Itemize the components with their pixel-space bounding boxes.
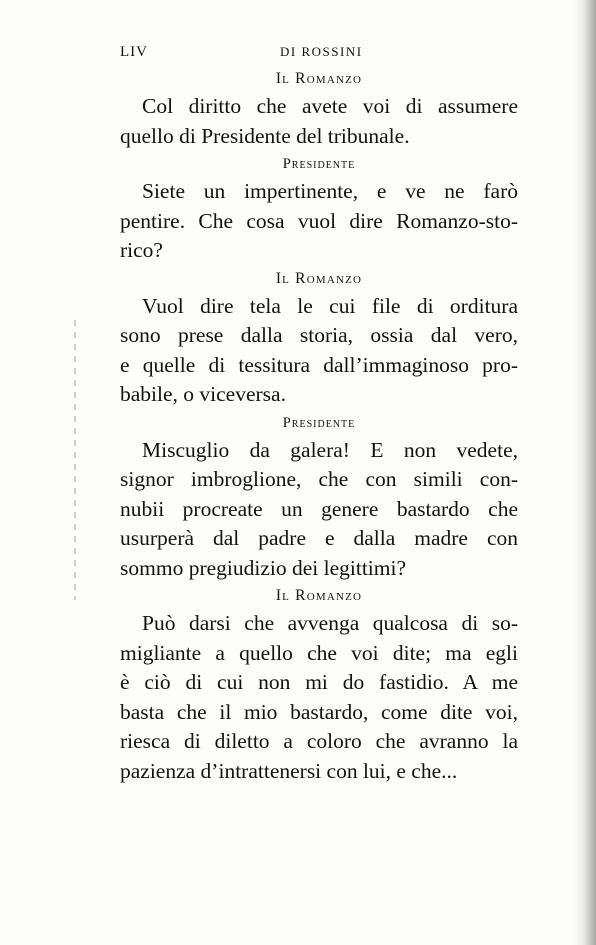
dialogue-paragraph	[120, 177, 518, 266]
text-line: sono prese dalla storia, ossia dal vero,	[120, 323, 518, 347]
text-line: è ciò di cui non mi do fastidio. A me	[120, 670, 518, 694]
speaker-heading: Il Romanzo	[275, 269, 363, 287]
text-line: migliante a quello che voi dite; ma egli	[120, 640, 518, 665]
text-line: babile, o viceversa.	[120, 382, 286, 406]
speaker-heading: Presidente	[282, 414, 356, 431]
text-line: Può darsi che avvenga qualcosa di so-	[142, 611, 518, 635]
text-line: pazienza d’intrattenersi con lui, e che...	[120, 758, 458, 783]
margin-bleed-through	[74, 320, 76, 600]
text-line: e quelle di tessitura dall’immaginoso pro-	[120, 352, 518, 377]
text-line: Miscuglio da galera! E non vedete,	[142, 437, 518, 462]
dialogue-paragraph	[120, 292, 518, 410]
text-line: riesca di diletto a coloro che avranno la	[120, 729, 518, 753]
text-line: Col diritto che avete voi di assumere	[142, 94, 518, 118]
running-title: DI ROSSINI	[280, 44, 363, 59]
page-edge-shadow	[574, 0, 596, 945]
text-line: rico?	[120, 238, 163, 262]
page-number: LIV	[120, 44, 148, 60]
text-line: quello di Presidente del tribunale.	[120, 123, 410, 148]
text-line: pentire. Che cosa vuol dire Romanzo-sto-	[120, 208, 518, 233]
text-line: signor imbroglione, che con simili con-	[120, 467, 518, 491]
dialogue-paragraph	[120, 436, 518, 584]
text-line: nubii procreate un genere bastardo che	[120, 496, 518, 521]
page-header	[120, 44, 510, 66]
dialogue-paragraph	[120, 609, 518, 786]
body-text	[120, 66, 518, 786]
text-line: sommo pregiudizio dei legittimi?	[120, 555, 407, 580]
speaker-heading: Presidente	[282, 156, 356, 172]
text-line: basta che il mio bastardo, come dite voi,	[120, 699, 518, 724]
speaker-heading: Il Romanzo	[275, 587, 363, 604]
dialogue-paragraph	[120, 92, 518, 151]
speaker-heading: Il Romanzo	[275, 70, 363, 87]
text-line: Vuol dire tela le cui file di orditura	[142, 293, 518, 318]
text-line: usurperà dal padre e dalla madre con	[120, 526, 518, 550]
text-line: Siete un impertinente, e ve ne farò	[142, 179, 518, 203]
